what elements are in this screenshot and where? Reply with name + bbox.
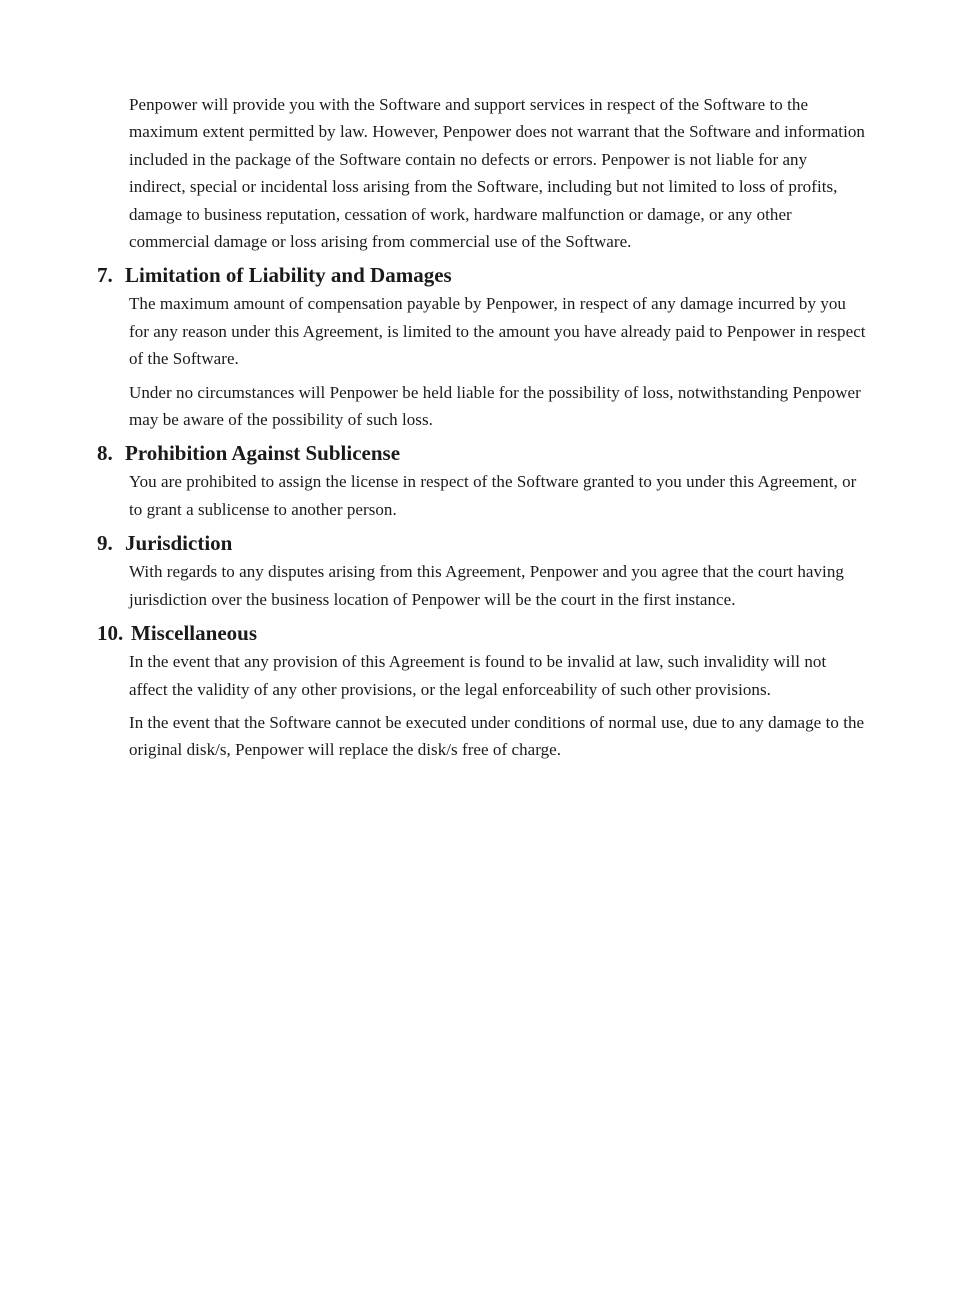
section-title: Limitation of Liability and Damages (125, 263, 452, 288)
section-paragraph: In the event that any provision of this Agreement is found to be invalid at law, such invalidity will not affect the validity of any other provisions, or the legal enforceability of such other provisions. (129, 652, 827, 699)
section-9 (97, 529, 867, 613)
section-heading (97, 261, 867, 290)
section-paragraph: Under no circumstances will Penpower be held liable for the possibility of loss, notwithstanding Penpower may be aware of the possibility of such loss. (129, 382, 861, 430)
agreement-content (97, 91, 867, 770)
section-number: 9. (97, 531, 113, 556)
section-number: 10. (97, 621, 124, 646)
section-heading (97, 619, 867, 648)
section-paragraph: In the event that the Software cannot be executed under conditions of normal use, due to any damage to the original disk/s, Penpower will replace the disk/s free of charge. (129, 712, 865, 760)
section-heading (97, 439, 867, 468)
section-10 (97, 619, 867, 764)
section-title: Prohibition Against Sublicense (125, 441, 401, 466)
intro-paragraph: Penpower will provide you with the Software and support services in respect of the Software to the maximum extent permitted by law. However, Penpower does not warrant that the Software and information included in the package of the Software contain no defects or errors. Penpower is not liable for any indirect, special or incidental loss arising from the Software, including but not limited to loss of profits, damage to business reputation, cessation of work, hardware malfunction or damage, or any other commercial damage or loss arising from commercial use of the Software. (129, 95, 865, 252)
section-paragraph: The maximum amount of compensation payable by Penpower, in respect of any damage incurred by you for any reason under this Agreement, is limited to the amount you have already paid to Penpower in respect of the Software. (129, 294, 866, 369)
section-heading (97, 529, 867, 558)
section-paragraph: With regards to any disputes arising from this Agreement, Penpower and you agree that the court having jurisdiction over the business location of Penpower will be the court in the first instance. (129, 562, 844, 609)
section-title: Jurisdiction (125, 531, 233, 556)
section-title: Miscellaneous (131, 621, 257, 646)
section-paragraph: You are prohibited to assign the license in respect of the Software granted to you under this Agreement, or to grant a sublicense to another person. (129, 472, 857, 519)
section-number: 8. (97, 441, 113, 466)
section-number: 7. (97, 263, 113, 288)
section-7 (97, 261, 867, 433)
section-8 (97, 439, 867, 523)
